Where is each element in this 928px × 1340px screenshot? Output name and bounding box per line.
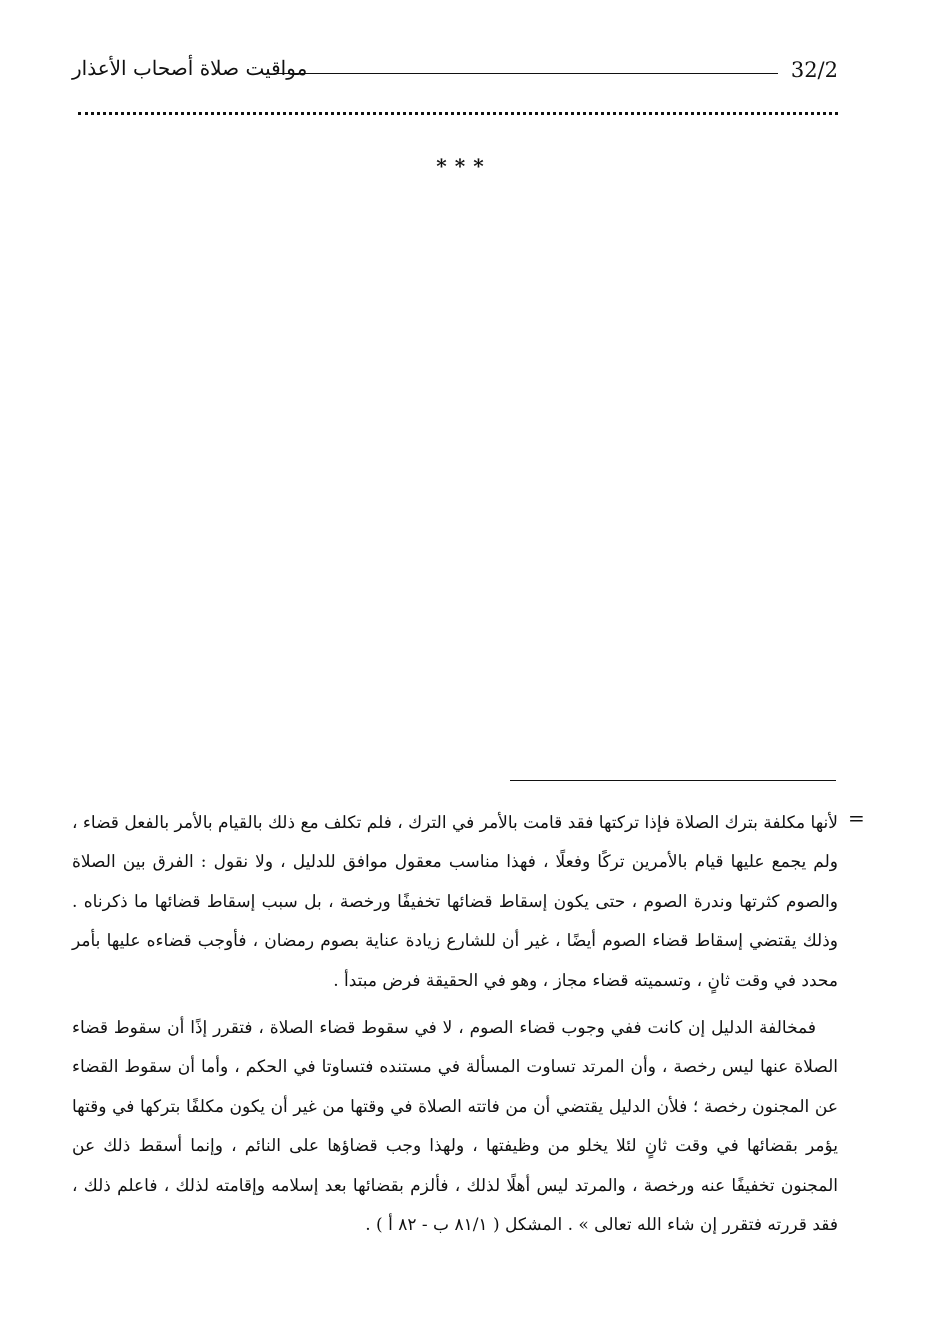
page-header	[72, 52, 838, 96]
running-title: مواقيت صلاة أصحاب الأعذار	[72, 56, 308, 80]
footnote-paragraph-1: لأنها مكلفة بترك الصلاة فإذا تركتها فقد قامت بالأمر في الترك ، فلم تكلف مع ذلك بالقيام بالأمر بالفعل قضاء ، ولم يجمع عليها قيام بالأمرين تركًا وفعلًا ، فهذا مناسب معقول موافق للدليل ، ولا نقول : الفرق بين الصلاة والصوم كثرتها وندرة الصوم ، حتى يكون إسقاط قضائها تخفيفًا ورخصة ، بل سبب إسقاط قضائها ما ذكرناه . وذلك يقتضي إسقاط قضاء الصوم أيضًا ، غير أن للشارع زيادة عناية بصوم رمضان ، فأوجب قضاءه عليها بأمر محدد في وقت ثانٍ ، وتسميته قضاء مجاز ، وهو في الحقيقة فرض مبتدأ .	[72, 813, 838, 991]
page-number: 32/2	[790, 58, 838, 82]
footnote-block	[72, 804, 838, 1245]
section-separator-stars: ***	[436, 154, 492, 178]
footnote-paragraph-2: فمخالفة الدليل إن كانت ففي وجوب قضاء الصوم ، لا في سقوط قضاء الصلاة ، فتقرر إذًا أن سقوط قضاء الصلاة عنها ليس رخصة ، وأن المرتد تساوت المسألة في مستنده فتساوتا في الحكم ، وأما أن سقوط القضاء عن المجنون رخصة ؛ فلأن الدليل يقتضي أن من فاتته الصلاة في وقتها من غير أن يكون مكلفًا بتركها في وقتها يؤمر بقضائها في وقت ثانٍ لئلا يخلو من وظيفتها ، ولهذا وجب قضاؤها على النائم ، وإنما أسقط ذلك عن المجنون تخفيفًا عنه ورخصة ، والمرتد ليس أهلًا لذلك ، فألزم بقضائها بعد إسلامه وإقامته لذلك ، فاعلم ذلك ، فقد قررته فتقرر إن شاء الله تعالى » . المشكل ( ٨١/١ ب - ٨٢ أ ) .	[72, 1018, 838, 1236]
footnote-continuation-marker: =	[848, 806, 865, 830]
header-rule	[274, 73, 778, 74]
dotted-divider	[78, 112, 838, 115]
footnote-rule	[510, 780, 836, 781]
